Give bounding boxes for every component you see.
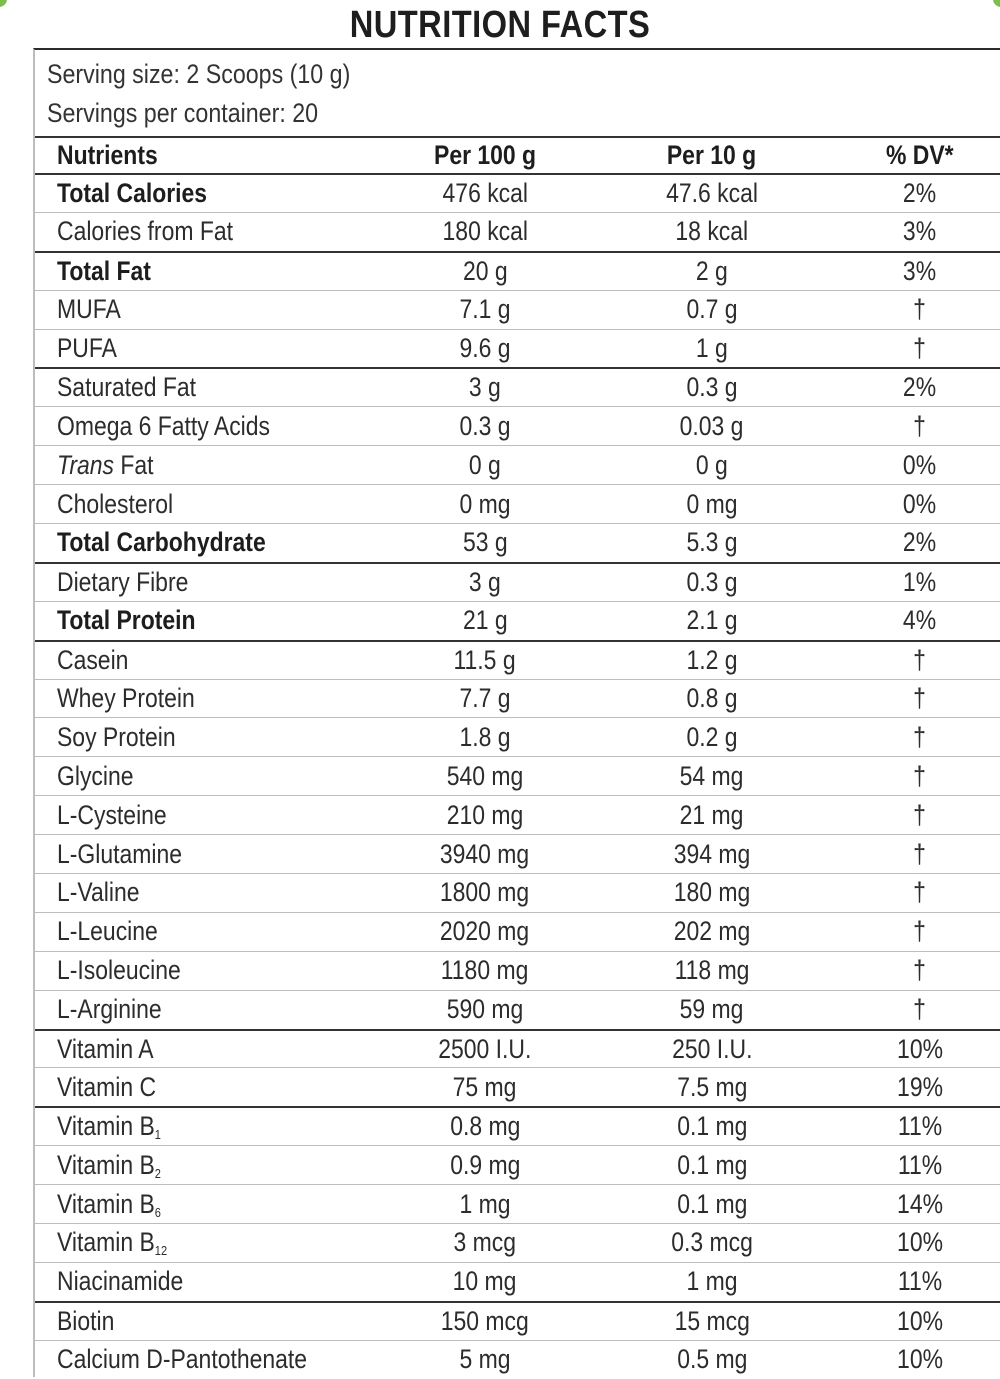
nutrient-name: Cholesterol [57, 488, 174, 519]
value-per-10g: 118 mg [674, 955, 750, 986]
nutrient-name: L-Glutamine [57, 838, 183, 869]
nutrient-name: Calcium D-Pantothenate [57, 1344, 308, 1375]
value-dv: 10% [897, 1227, 943, 1258]
table-row [35, 951, 1000, 990]
table-row [35, 834, 1000, 873]
table-row [35, 329, 1000, 368]
value-per-10g: 5.3 g [686, 527, 738, 558]
table-row [35, 523, 1000, 562]
value-per-10g: 2 g [696, 255, 728, 286]
value-dv: 11% [897, 1149, 943, 1180]
value-per-100g: 5 mg [459, 1344, 511, 1375]
value-dv: 0% [903, 449, 937, 480]
nutrient-name: Total Fat [57, 255, 151, 286]
value-per-100g: 53 g [462, 527, 508, 558]
value-per-10g: 0.8 g [686, 683, 738, 714]
header-per-100g: Per 100 g [433, 140, 537, 170]
value-per-10g: 0.03 g [680, 410, 744, 441]
corner-decoration-right [993, 0, 1000, 7]
value-dv: 19% [897, 1071, 943, 1102]
value-dv: 2% [903, 177, 937, 208]
servings-per-container: Servings per container: 20 [47, 98, 319, 128]
value-per-100g: 590 mg [446, 994, 524, 1025]
value-per-10g: 394 mg [673, 838, 751, 869]
value-per-100g: 7.7 g [459, 683, 511, 714]
nutrient-name: Omega 6 Fatty Acids [57, 410, 271, 441]
table-row [35, 1106, 1000, 1145]
nutrient-name: Total Protein [57, 605, 196, 636]
value-per-100g: 7.1 g [459, 294, 511, 325]
value-per-10g: 202 mg [673, 916, 751, 947]
nutrient-name: MUFA [57, 294, 121, 325]
value-per-100g: 75 mg [453, 1071, 517, 1102]
value-per-100g: 476 kcal [442, 177, 528, 208]
value-per-100g: 180 kcal [442, 216, 528, 247]
nutrient-name: Niacinamide [57, 1266, 184, 1297]
value-dv: 3% [903, 255, 937, 286]
value-per-100g: 0.9 mg [449, 1149, 521, 1180]
header-per-10g: Per 10 g [667, 140, 757, 170]
value-per-10g: 0.7 g [686, 294, 738, 325]
nutrient-name: L-Leucine [57, 916, 158, 947]
table-row [35, 640, 1000, 679]
value-per-10g: 1 g [696, 333, 728, 363]
value-per-10g: 18 kcal [675, 216, 749, 247]
value-dv: 11% [897, 1111, 943, 1142]
value-dv: † [913, 799, 927, 830]
nutrient-name: Whey Protein [57, 683, 195, 714]
value-dv: † [913, 877, 927, 908]
value-dv: † [913, 994, 927, 1025]
nutrient-name: Calories from Fat [57, 216, 234, 247]
value-per-100g: 21 g [462, 605, 508, 636]
value-per-10g: 2.1 g [686, 605, 738, 636]
header-dv: % DV* [886, 140, 954, 170]
value-per-10g: 0.1 mg [676, 1111, 748, 1142]
value-per-100g: 3 g [469, 372, 501, 403]
table-row [35, 1145, 1000, 1184]
value-per-100g: 1 mg [459, 1188, 511, 1219]
value-per-100g: 11.5 g [453, 644, 517, 675]
value-dv: 3% [903, 216, 937, 247]
value-per-100g: 1.8 g [459, 721, 511, 752]
table-row [35, 290, 1000, 329]
value-dv: † [913, 955, 927, 986]
nutrient-name: Soy Protein [57, 721, 176, 752]
table-row [35, 679, 1000, 718]
table-row [35, 912, 1000, 951]
value-dv: 10% [897, 1033, 943, 1064]
value-per-10g: 0.3 g [686, 566, 738, 597]
value-per-100g: 9.6 g [459, 333, 511, 363]
table-row [35, 795, 1000, 834]
table-row [35, 1301, 1000, 1340]
value-dv: 10% [897, 1305, 943, 1336]
value-per-10g: 1.2 g [686, 644, 738, 675]
label-title: NUTRITION FACTS [349, 4, 651, 46]
value-per-100g: 210 mg [446, 799, 524, 830]
nutrient-name: Vitamin $B_1$ [57, 1111, 161, 1143]
table-body [35, 173, 1000, 1379]
value-per-10g: 250 I.U. [671, 1033, 753, 1064]
nutrient-name: Trans Fat [57, 449, 154, 480]
table-row [35, 251, 1000, 290]
nutrient-name: Total Calories [57, 177, 208, 208]
value-per-10g: 0.1 mg [676, 1188, 748, 1219]
value-dv: 0% [903, 488, 937, 519]
value-per-100g: 1800 mg [440, 877, 530, 908]
table-row [35, 1340, 1000, 1379]
value-dv: † [913, 760, 927, 791]
corner-decoration-left [0, 0, 7, 7]
nutrient-name: Casein [57, 644, 129, 675]
value-per-10g: 59 mg [680, 994, 744, 1025]
value-dv: † [913, 644, 927, 675]
table-row [35, 1262, 1000, 1301]
nutrition-table [35, 136, 1000, 1379]
value-per-100g: 0 g [469, 449, 501, 480]
value-per-100g: 0.8 mg [449, 1111, 521, 1142]
nutrient-name: Vitamin $B_6$ [57, 1188, 161, 1220]
value-per-100g: 3 g [469, 566, 501, 597]
nutrient-name: L-Valine [57, 877, 140, 908]
value-per-10g: 0 g [696, 449, 728, 480]
table-row [35, 562, 1000, 601]
nutrient-name: PUFA [57, 333, 117, 363]
value-per-100g: 2500 I.U. [438, 1033, 532, 1064]
value-dv: 2% [903, 372, 937, 403]
nutrient-name: Vitamin A [57, 1033, 154, 1064]
value-dv: † [913, 333, 927, 363]
value-per-100g: 540 mg [446, 760, 524, 791]
nutrient-name: Saturated Fat [57, 372, 197, 403]
table-row [35, 406, 1000, 445]
value-per-10g: 0.5 mg [676, 1344, 748, 1375]
value-per-10g: 0 mg [686, 488, 738, 519]
value-per-10g: 7.5 mg [676, 1071, 748, 1102]
table-row [35, 756, 1000, 795]
table-header [35, 136, 1000, 173]
table-row [35, 484, 1000, 523]
table-row [35, 873, 1000, 912]
table-row [35, 445, 1000, 484]
value-per-10g: 1 mg [686, 1266, 738, 1297]
value-dv: † [913, 916, 927, 947]
value-per-10g: 0.3 mcg [671, 1227, 753, 1258]
nutrient-name: L-Arginine [57, 994, 162, 1025]
nutrient-name: L-Cysteine [57, 799, 167, 830]
value-per-100g: 0 mg [459, 488, 511, 519]
value-per-100g: 20 g [462, 255, 508, 286]
value-dv: † [913, 410, 927, 441]
table-row [35, 717, 1000, 756]
value-per-10g: 0.1 mg [676, 1149, 748, 1180]
value-per-100g: 10 mg [453, 1266, 517, 1297]
table-row [35, 173, 1000, 212]
value-per-10g: 0.2 g [686, 721, 738, 752]
value-dv: † [913, 294, 927, 325]
nutrition-panel [33, 48, 1000, 1377]
value-per-100g: 3 mcg [453, 1227, 517, 1258]
value-dv: 10% [897, 1344, 943, 1375]
table-row [35, 1223, 1000, 1262]
table-row [35, 1029, 1000, 1068]
value-per-10g: 54 mg [680, 760, 744, 791]
value-per-100g: 0.3 g [459, 410, 511, 441]
serving-size: Serving size: 2 Scoops (10 g) [47, 59, 351, 89]
value-dv: 14% [897, 1188, 943, 1219]
value-dv: † [913, 721, 927, 752]
value-dv: 2% [903, 527, 937, 558]
value-per-10g: 21 mg [680, 799, 744, 830]
table-row [35, 367, 1000, 406]
nutrient-name: Biotin [57, 1305, 115, 1336]
nutrient-name: L-Isoleucine [57, 955, 181, 986]
value-per-100g: 2020 mg [440, 916, 530, 947]
nutrient-name: Total Carbohydrate [57, 527, 266, 558]
value-dv: 4% [903, 605, 937, 636]
value-per-100g: 1180 mg [441, 955, 529, 986]
value-per-10g: 15 mcg [674, 1305, 750, 1336]
table-row [35, 990, 1000, 1029]
value-per-100g: 150 mcg [440, 1305, 530, 1336]
value-per-10g: 180 mg [673, 877, 751, 908]
value-per-100g: 3940 mg [440, 838, 530, 869]
value-dv: † [913, 683, 927, 714]
value-per-10g: 0.3 g [686, 372, 738, 403]
nutrient-name: Vitamin $B_2$ [57, 1149, 161, 1181]
nutrient-name: Vitamin C [57, 1071, 157, 1102]
table-row [35, 601, 1000, 640]
table-row [35, 1067, 1000, 1106]
table-row [35, 212, 1000, 251]
value-dv: † [913, 838, 927, 869]
value-per-10g: 47.6 kcal [666, 177, 758, 208]
value-dv: 11% [897, 1266, 943, 1297]
nutrient-name: Vitamin $B_{12}$ [57, 1227, 168, 1259]
nutrient-name: Glycine [57, 760, 134, 791]
table-row [35, 1184, 1000, 1223]
nutrient-name: Dietary Fibre [57, 566, 189, 597]
value-dv: 1% [903, 566, 937, 597]
header-nutrients: Nutrients [57, 140, 158, 170]
